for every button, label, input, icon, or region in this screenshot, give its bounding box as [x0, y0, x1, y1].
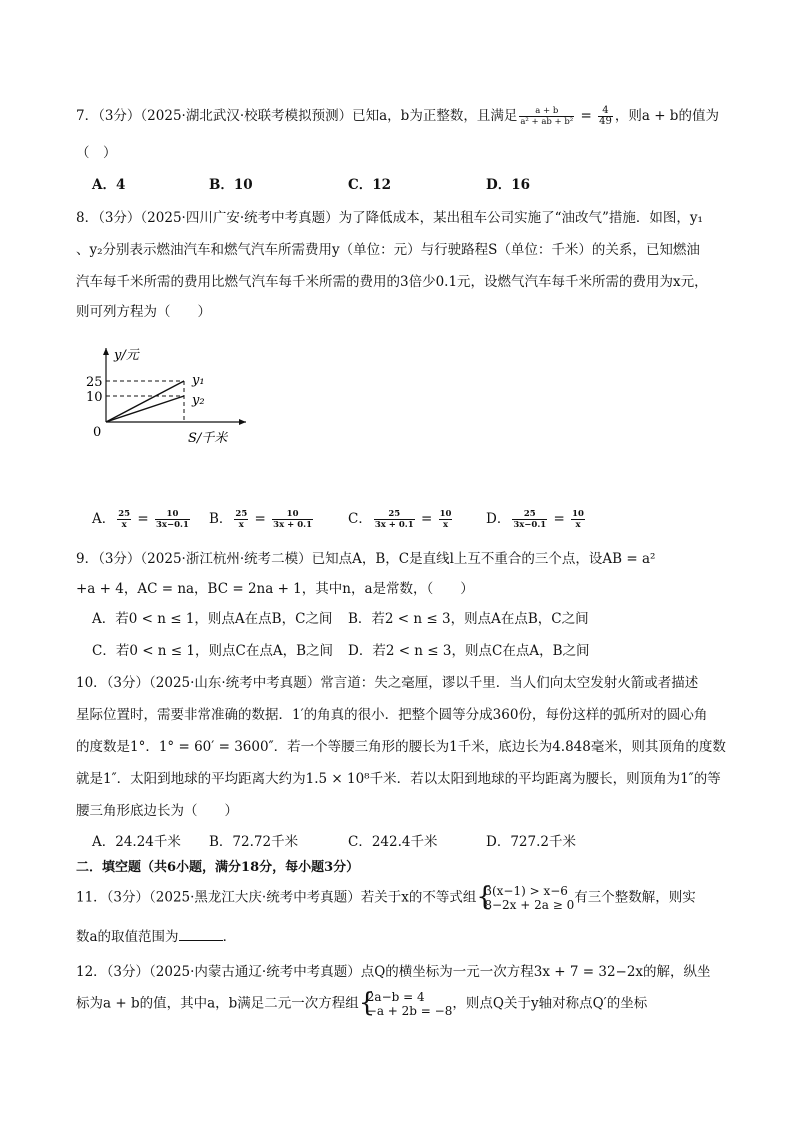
q8-graph — [78, 342, 248, 448]
q11-system — [476, 884, 574, 912]
brace-icon: { — [358, 988, 376, 1018]
frac-num: 25 — [512, 509, 547, 520]
q12-line1: 12．（3分）（2025·内蒙古通辽·统考中考真题）点Q的横坐标为一元一次方程3x + 7 = 32−2x的解，纵坐 — [76, 964, 711, 980]
frac — [571, 509, 585, 530]
q9-option-c[interactable]: C．若0 < n ≤ 1，则点C在点A，B之间 — [92, 643, 333, 659]
brace-icon: { — [476, 882, 493, 912]
frac-den: x — [575, 520, 581, 530]
option-letter: A． — [92, 511, 116, 527]
y-axis-arrow-icon — [103, 348, 109, 355]
answer-blank[interactable] — [179, 928, 223, 941]
y-axis-label: y/元 — [114, 348, 139, 363]
label-y2: y₂ — [192, 393, 205, 408]
q7-frac-num: a + b — [519, 106, 574, 117]
q12-text: 标为a + b的值，其中a，b满足二元一次方程组 — [76, 995, 359, 1012]
frac — [117, 509, 131, 530]
frac-num: 25 — [374, 509, 415, 520]
q7-text-vars: a，b为正整数，且满足 — [379, 108, 518, 124]
x-axis-label: S/千米 — [188, 431, 228, 446]
line-y1 — [106, 381, 184, 422]
q10-line1: 10．（3分）（2025·山东·统考中考真题）常言道：失之毫厘，谬以千里．当人们向太空发射火箭或者描述 — [76, 675, 699, 691]
q10-line4: 就是1″．太阳到地球的平均距离大约为1.5 × 10⁸千米．若以太阳到地球的平均距离为腰长，则顶角为1″的等 — [76, 771, 721, 787]
frac-den: 3x−0.1 — [156, 520, 189, 530]
q8-option-c[interactable] — [348, 509, 454, 530]
q11-text: 11．（3分）（2025·黑龙江大庆·统考中考真题）若关于x的不等式组 — [76, 889, 477, 906]
q11-text-2: 数a的取值范围为 — [76, 929, 179, 945]
q8-line1: 8．（3分）（2025·四川广安·统考中考真题）为了降低成本，某出租车公司实施了“油改气”措施．如图，y₁ — [76, 210, 703, 226]
q8-line3: 汽车每千米所需的费用比燃气汽车每千米所需的费用的3倍少0.1元，设燃气汽车每千米所需的费用为x元， — [76, 274, 708, 290]
q7-text-end: ，则a + b的值为 — [614, 108, 719, 124]
tick-25: 25 — [86, 375, 103, 390]
q8-line4: 则可列方程为（ ） — [76, 304, 211, 320]
frac — [155, 509, 190, 530]
frac-den: 3x + 0.1 — [374, 520, 414, 530]
x-axis-arrow-icon — [239, 419, 246, 425]
option-letter: C． — [348, 511, 372, 527]
q11-line1 — [76, 884, 696, 912]
q10-option-b[interactable]: B．72.72千米 — [209, 834, 299, 850]
frac — [374, 509, 415, 530]
label-y1: y₁ — [192, 373, 205, 388]
q8-option-a[interactable] — [92, 509, 192, 530]
q10-option-a[interactable]: A．24.24千米 — [92, 834, 181, 850]
frac-den: x — [238, 520, 244, 530]
origin-label: 0 — [93, 425, 102, 440]
q12-text-end: ，则点Q关于y轴对称点Q′的坐标 — [452, 995, 648, 1012]
q7-paren: （ ） — [76, 145, 117, 161]
frac-den: x — [442, 520, 449, 530]
q11-sys-row1: 3(x−1) > x−6 — [484, 884, 568, 898]
q7-text: 7．（3分）（2025·湖北武汉·校联考模拟预测）已知 — [76, 108, 380, 124]
q10-line3: 的度数是1°．1° = 60′ = 3600″．若一个等腰三角形的腰长为1千米，底边长为4.848毫米，则其顶角的度数 — [76, 739, 726, 755]
q11-line2 — [76, 927, 236, 947]
q9-line2: +a + 4，AC = na，BC = 2na + 1，其中n，a是常数，（ ） — [76, 581, 474, 597]
frac-den: 3x−0.1 — [513, 520, 547, 530]
q7-option-a[interactable]: A．4 — [92, 177, 126, 193]
q9-line1: 9．（3分）（2025·浙江杭州·统考二模）已知点A，B，C是直线l上互不重合的三个点，设AB = a² — [76, 551, 656, 567]
q10-option-c[interactable]: C．242.4千米 — [348, 834, 438, 850]
line-y2 — [106, 396, 184, 422]
q8-option-d[interactable] — [486, 509, 587, 530]
option-letter: D． — [486, 511, 511, 527]
frac-num: 10 — [272, 509, 313, 520]
frac — [234, 509, 248, 530]
tick-10: 10 — [86, 390, 103, 405]
q10-line2: 星际位置时，需要非常准确的数据．1′的角真的很小．把整个圆等分成360份，每份这样的弧所对的圆心角 — [76, 707, 708, 723]
frac — [439, 509, 453, 530]
frac — [512, 509, 547, 530]
q12-sys-row2: −a + 2b = −8 — [366, 1004, 453, 1018]
q10-option-d[interactable]: D．727.2千米 — [486, 834, 576, 850]
q9-option-b[interactable]: B．若2 < n ≤ 3，则点A在点B，C之间 — [348, 611, 589, 627]
q12-sys-row1: 2a−b = 4 — [366, 990, 425, 1004]
q11-period: ． — [222, 929, 237, 945]
q9-option-a[interactable]: A．若0 < n ≤ 1，则点A在点B，C之间 — [92, 611, 333, 627]
q11-text-end: 有三个整数解，则实 — [574, 889, 696, 906]
frac-den: 3x + 0.1 — [273, 520, 312, 530]
q7-frac2-num: 4 — [598, 106, 613, 117]
section-heading: 二．填空题（共6小题，满分18分，每小题3分） — [76, 860, 360, 875]
frac-num: 25 — [118, 509, 131, 519]
equals: = — [416, 511, 437, 527]
frac-num: 10 — [439, 509, 452, 519]
q8-option-b[interactable] — [209, 509, 315, 530]
q12-line2 — [76, 990, 647, 1018]
q12-system — [359, 990, 453, 1018]
q11-sys-row2: 8−2x + 2a ≥ 0 — [484, 898, 575, 912]
q7-fraction-lhs — [519, 106, 574, 127]
equals: = — [250, 511, 271, 527]
q10-line5: 腰三角形底边长为（ ） — [76, 803, 238, 819]
frac-den: x — [121, 520, 127, 530]
equals: = — [549, 511, 570, 527]
frac-num: 10 — [155, 509, 190, 520]
q7-stem — [76, 106, 719, 127]
q7-fraction-rhs — [598, 106, 613, 127]
q9-option-d[interactable]: D．若2 < n ≤ 3，则点C在点A，B之间 — [348, 643, 590, 659]
q8-line2: 、y₂分别表示燃油汽车和燃气汽车所需费用y（单位：元）与行驶路程S（单位：千米）的关系，已知燃油 — [76, 242, 700, 258]
q7-option-c[interactable]: C．12 — [348, 177, 392, 193]
q7-option-b[interactable]: B．10 — [209, 177, 253, 193]
q7-option-d[interactable]: D．16 — [486, 177, 530, 193]
frac — [272, 509, 313, 530]
q7-equals: = — [576, 108, 597, 124]
q7-frac2-den: 49 — [599, 116, 612, 127]
frac-num: 25 — [235, 509, 248, 519]
equals: = — [133, 511, 153, 527]
option-letter: B． — [209, 511, 233, 527]
frac-num: 10 — [572, 509, 584, 519]
q7-frac-den: a² + ab + b² — [520, 117, 574, 127]
